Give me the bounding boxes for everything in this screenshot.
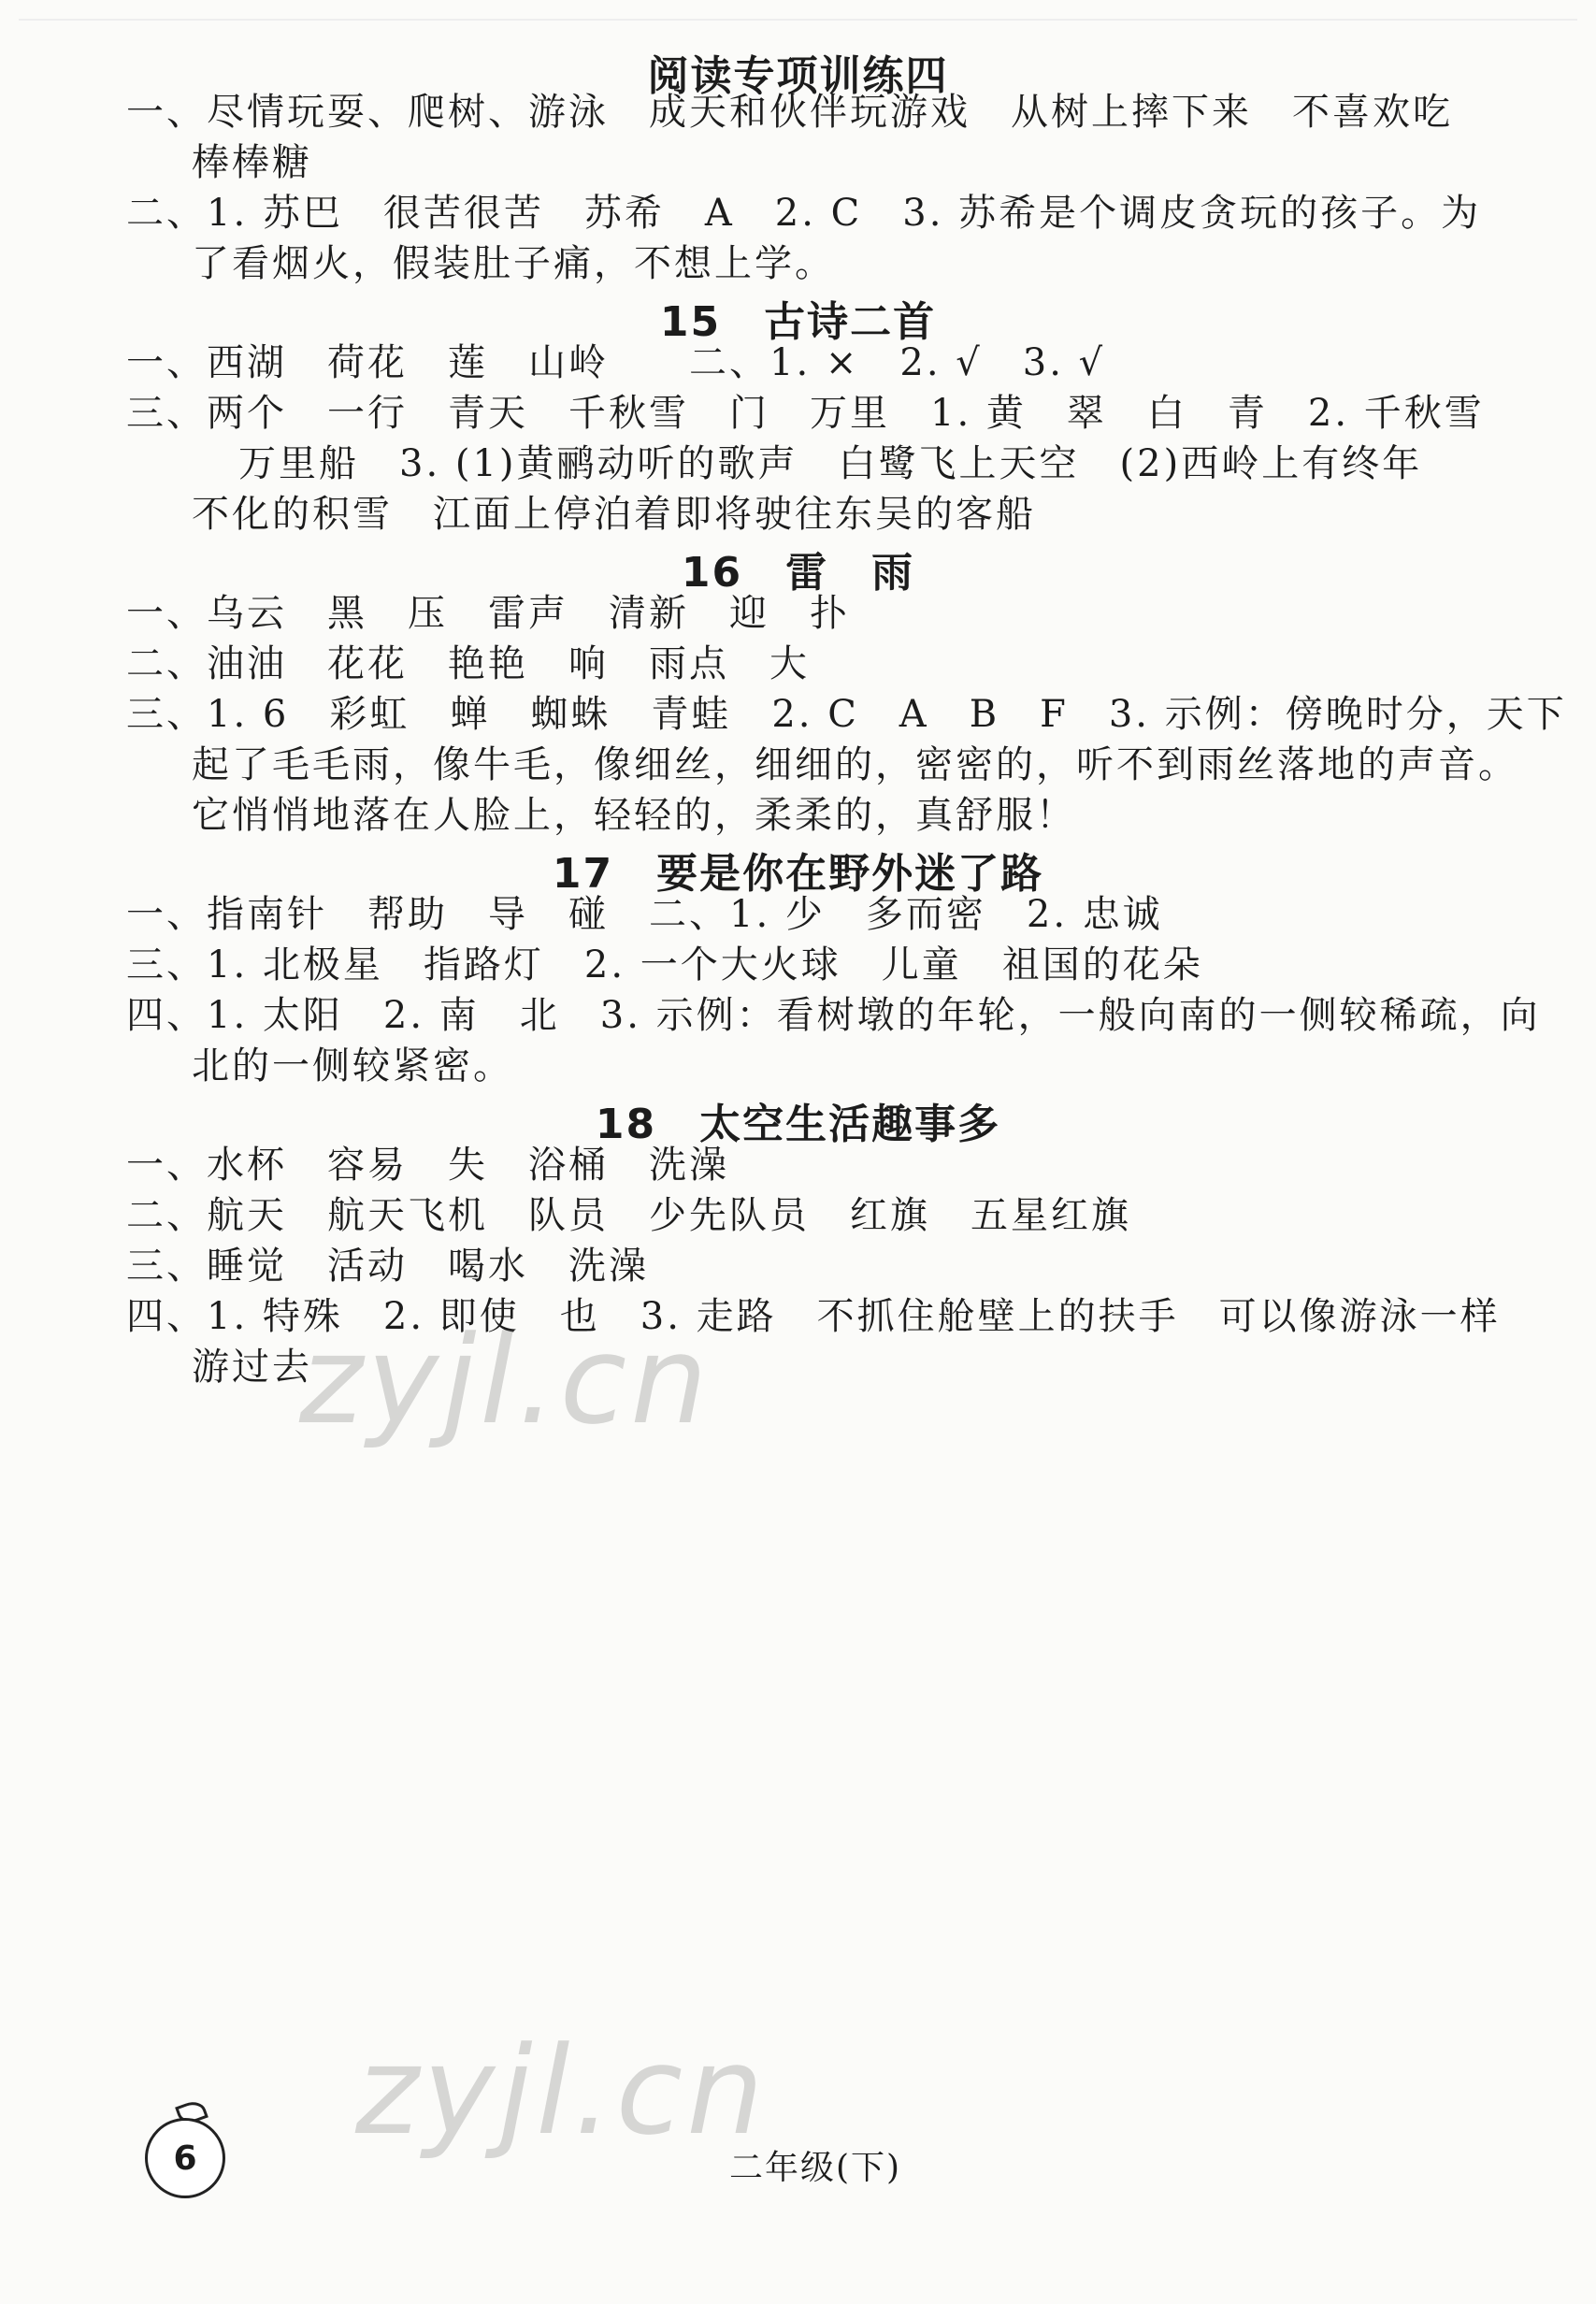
answer-line: 北的一侧较紧密。 xyxy=(192,1044,513,1087)
section-title: 16 雷 雨 xyxy=(681,549,915,597)
answer-line: 一、乌云 黑 压 雷声 清新 迎 扑 xyxy=(126,592,850,635)
page-number-badge xyxy=(145,2118,225,2198)
answer-line: 三、1. 北极星 指路灯 2. 一个大火球 儿童 祖国的花朵 xyxy=(126,943,1203,986)
answer-line: 二、航天 航天飞机 队员 少先队员 红旗 五星红旗 xyxy=(126,1194,1131,1237)
answer-line: 三、两个 一行 青天 千秋雪 门 万里 1. 黄 翠 白 青 2. 千秋雪 xyxy=(126,392,1485,435)
answer-line: 游过去 xyxy=(192,1346,312,1389)
answer-line: 二、1. 苏巴 很苦很苦 苏希 A 2. C 3. 苏希是个调皮贪玩的孩子。为 xyxy=(126,192,1482,235)
answer-line: 它悄悄地落在人脸上，轻轻的，柔柔的，真舒服！ xyxy=(192,794,1076,837)
answer-line: 了看烟火，假装肚子痛，不想上学。 xyxy=(192,242,835,285)
watermark: zyjl.cn xyxy=(355,2020,768,2162)
section-title: 15 古诗二首 xyxy=(659,298,937,346)
answer-line: 一、西湖 荷花 莲 山岭 二、1. × 2. √ 3. √ xyxy=(126,341,1106,384)
answer-line: 四、1. 特殊 2. 即使 也 3. 走路 不抓住舱壁上的扶手 可以像游泳一样 xyxy=(126,1295,1501,1338)
answer-line: 一、尽情玩耍、爬树、游泳 成天和伙伴玩游戏 从树上摔下来 不喜欢吃 xyxy=(126,91,1453,134)
answer-line: 三、睡觉 活动 喝水 洗澡 xyxy=(126,1245,649,1288)
answer-line: 棒棒糖 xyxy=(192,141,312,184)
answer-line: 万里船 3. (1)黄鹂动听的歌声 白鹭飞上天空 (2)西岭上有终年 xyxy=(238,442,1423,485)
watermark: zyjl.cn xyxy=(299,1309,712,1451)
answer-line: 二、油油 花花 艳艳 响 雨点 大 xyxy=(126,642,810,685)
section-title: 18 太空生活趣事多 xyxy=(595,1101,1001,1148)
page-edge xyxy=(19,19,1577,21)
answer-line: 起了毛毛雨，像牛毛，像细丝，细细的，密密的，听不到雨丝落地的声音。 xyxy=(192,743,1518,786)
answer-line: 四、1. 太阳 2. 南 北 3. 示例：看树墩的年轮，一般向南的一侧较稀疏，向 xyxy=(126,994,1541,1037)
page-number: 6 xyxy=(173,2138,197,2178)
answer-line: 不化的积雪 江面上停泊着即将驶往东吴的客船 xyxy=(192,493,1036,536)
section-title: 17 要是你在野外迷了路 xyxy=(552,850,1044,898)
grade-label: 二年级(下) xyxy=(729,2149,902,2187)
answer-line: 一、指南针 帮助 导 碰 二、1. 少 多而密 2. 忠诚 xyxy=(126,893,1163,936)
answer-line: 一、水杯 容易 失 浴桶 洗澡 xyxy=(126,1144,729,1187)
answer-line: 三、1. 6 彩虹 蝉 蜘蛛 青蛙 2. C A B F 3. 示例：傍晚时分，天下 xyxy=(126,693,1567,736)
section-title: 阅读专项训练四 xyxy=(647,52,949,100)
